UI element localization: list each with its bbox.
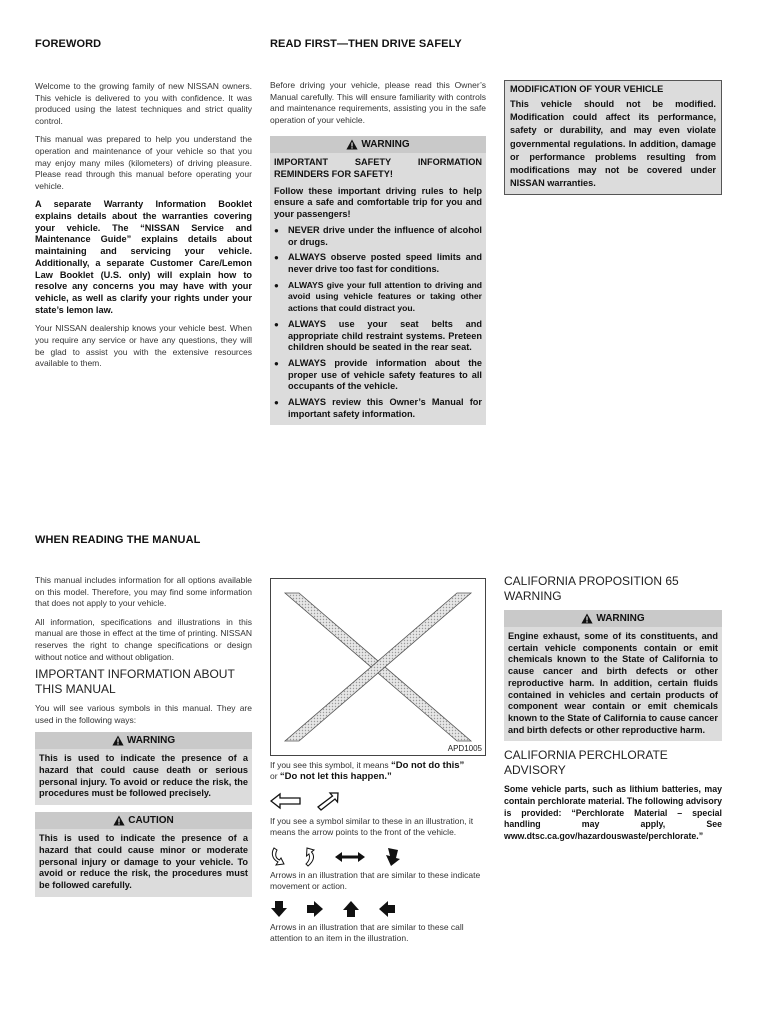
figure-captions: [270, 760, 488, 944]
caption-movement-arrows: Arrows in an illustration that are similar to these indicate movement or action.: [270, 870, 481, 891]
foreword-paragraph-2: This manual was prepared to help you understand the operation and maintenance of your vehicle so that you may enjoy many miles (kilometers) of driving pleasure. Please read through this manual before operating your vehicle.: [35, 134, 252, 191]
attention-arrows-row: [270, 898, 488, 920]
modification-box: [504, 80, 722, 195]
reading-heading: WHEN READING THE MANUAL: [35, 534, 201, 546]
double-arrow-icon: [334, 850, 366, 864]
list-item: ● ALWAYS use your seat belts and appropriate child restraint systems. Preteen children should be seated in the rear seat.: [274, 319, 482, 354]
reading-paragraph-3: You will see various symbols in this manual. They are used in the following ways:: [35, 703, 252, 725]
foreword-paragraph-3: A separate Warranty Information Booklet explains details about the warranties covering your vehicle. The “NISSAN Service and Maintenance Guide” explains details about maintaining and servicing your vehicle. Additionally, a separate Customer Care/Lemon Law Booklet (U.S. only) will explain how to resolve any concerns you may have with your vehicle, as well as clarify your rights under your state’s lemon law.: [35, 199, 252, 315]
symbol-warning-header: [35, 732, 252, 749]
california-column: [504, 574, 722, 850]
list-item: ● ALWAYS review this Owner’s Manual for important safety information.: [274, 397, 482, 420]
front-arrow-left-icon: [270, 792, 302, 810]
list-item: ● NEVER drive under the influence of alcohol or drugs.: [274, 225, 482, 248]
caption-do-not-bold-2: “Do not let this happen.”: [279, 771, 392, 782]
foreword-paragraph-1: Welcome to the growing family of new NISSAN owners. This vehicle is delivered to you with confidence. It was produced using the latest techniques and strict quality control.: [35, 81, 252, 126]
prop65-heading: CALIFORNIA PROPOSITION 65 WARNING: [504, 574, 679, 603]
foreword-column: [35, 38, 252, 377]
safety-rules-list: [274, 225, 482, 421]
foreword-paragraph-4: Your NISSAN dealership knows your vehicle best. When you require any service or have any questions, they will be glad to assist you with the extensive resources available to them.: [35, 323, 252, 369]
warning-title: IMPORTANT SAFETY INFORMATION REMINDERS FOR SAFETY!: [274, 157, 482, 180]
caption-do-not-mid: or: [270, 771, 280, 781]
warning-label: WARNING: [126, 735, 176, 747]
prop65-warning-body: Engine exhaust, some of its constituents, and certain vehicle components contain or emit chemicals known to the State of California to cause cancer and birth defects or other reproductive harm. In addition, certain fluids contained in vehicles and certain products of component wear contain or emit chemicals known to the State of California to cause cancer and birth defects or other reproductive harm.: [504, 627, 722, 741]
read-first-warning-body: [270, 153, 486, 425]
foreword-heading: FOREWORD: [35, 38, 102, 50]
modification-title: MODIFICATION OF YOUR VEHICLE: [510, 84, 664, 94]
reading-paragraph-1: This manual includes information for all options available on this model. Therefore, you may find some information that does not apply to your vehicle.: [35, 575, 252, 609]
reading-column: [35, 534, 252, 897]
read-first-heading: READ FIRST—THEN DRIVE SAFELY: [270, 38, 462, 50]
attention-arrow-up-icon: [342, 900, 360, 918]
caution-triangle-icon: [113, 815, 125, 826]
reading-paragraph-2: All information, specifications and illustrations in this manual are those in effect at the time of printing. NISSAN reserves the right to change specifications or design without notice and without obligation.: [35, 616, 252, 662]
read-first-paragraph: Before driving your vehicle, please read this Owner’s Manual carefully. This will ensure familiarity with controls and maintenance requirements, assisting you in the safe operation of your vehicle.: [270, 80, 486, 125]
read-first-warning-header: [270, 136, 486, 153]
attention-arrow-down-icon: [270, 900, 288, 918]
do-not-symbol-figure: [270, 578, 486, 756]
curved-arrow-up-icon: [302, 847, 318, 867]
important-info-heading: IMPORTANT INFORMATION ABOUT THIS MANUAL: [35, 667, 235, 697]
prop65-warning-header: [504, 610, 722, 627]
warning-label: WARNING: [596, 613, 645, 624]
caption-front-arrows: If you see a symbol similar to these in an illustration, it means the arrow points to the front of the vehicle.: [270, 816, 474, 837]
front-arrow-diagonal-icon: [314, 791, 340, 811]
symbol-caution-body: This is used to indicate the presence of a hazard that could cause minor or moderate personal injury or damage to your vehicle. To avoid or reduce the risk, the procedures must be followed carefully.: [35, 829, 252, 897]
curved-arrow-down-icon: [270, 847, 286, 867]
modification-column: [504, 80, 722, 195]
warning-triangle-icon: [112, 735, 124, 746]
figure-code: APD1005: [447, 744, 482, 753]
modification-body: This vehicle should not be modified. Modification could affect its performance, safety or durability, and may even violate governmental regulations. In addition, damage or performance problems resulting from modifications may not be covered under NISSAN warranties.: [510, 99, 716, 189]
warning-intro: Follow these important driving rules to help ensure a safe and comfortable trip for you and your passengers!: [274, 185, 482, 220]
warning-triangle-icon: [581, 613, 593, 624]
do-not-x-icon: [271, 579, 485, 755]
perchlorate-body: Some vehicle parts, such as lithium batteries, may contain perchlorate material. The following advisory is provided: “Perchlorate Material – special handling may apply, See www.dtsc.ca.gov/hazardouswaste/perchlorate.”: [504, 784, 723, 842]
symbol-caution-header: [35, 812, 252, 829]
caption-do-not: [270, 760, 488, 782]
caption-attention-arrows: Arrows in an illustration that are similar to these call attention to an item in the illustration.: [270, 922, 464, 943]
list-item: ● ALWAYS provide information about the proper use of vehicle safety features to all occupants of the vehicle.: [274, 358, 482, 393]
attention-arrow-left-icon: [378, 900, 396, 918]
warning-label: WARNING: [361, 139, 410, 151]
symbol-warning-body: This is used to indicate the presence of a hazard that could cause death or serious personal injury. To avoid or reduce the risk, the procedures must be followed precisely.: [35, 749, 252, 805]
attention-arrow-right-icon: [306, 900, 324, 918]
solid-arrow-down-icon: [382, 847, 402, 867]
list-item: ● ALWAYS observe posted speed limits and never drive too fast for conditions.: [274, 252, 482, 275]
perchlorate-heading: CALIFORNIA PERCHLORATE ADVISORY: [504, 748, 668, 778]
list-item: ● ALWAYS give your full attention to driving and avoid using vehicle features or taking other actions that could distract you.: [274, 280, 482, 315]
caution-label: CAUTION: [128, 815, 174, 827]
caption-do-not-pre: If you see this symbol, it means: [270, 760, 391, 770]
movement-arrows-row: [270, 846, 488, 868]
front-arrows-row: [270, 790, 488, 812]
read-first-column: [270, 38, 486, 425]
warning-triangle-icon: [346, 139, 358, 150]
caption-do-not-bold-1: “Do not do this”: [390, 760, 465, 771]
